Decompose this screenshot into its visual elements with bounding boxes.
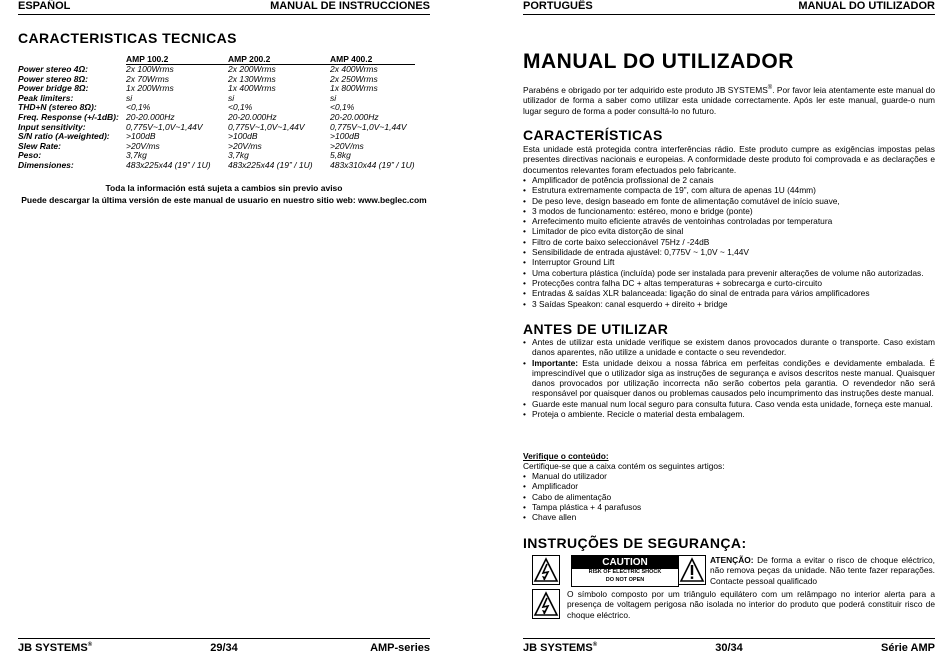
column-header: AMP 100.2 xyxy=(126,55,228,65)
footer-brand: JB SYSTEMS® xyxy=(523,642,598,654)
list-item: • De peso leve, design baseado em fonte de alimentação comutável de início suave, xyxy=(523,196,935,206)
section-title-features: CARACTERÍSTICAS xyxy=(523,127,663,143)
list-item: • Cabo de alimentação xyxy=(523,492,935,502)
notice-line: Toda la información está sujeta a cambios sin previo aviso xyxy=(105,183,343,193)
page-header xyxy=(523,0,935,15)
spec-value: >20V/ms xyxy=(330,140,364,151)
section-title-specs: CARACTERISTICAS TECNICAS xyxy=(18,30,237,46)
spec-value: >100dB xyxy=(126,131,156,142)
spec-value: si xyxy=(330,92,337,103)
spec-value: 0,775V~1,0V~1,44V xyxy=(126,121,203,132)
header-title: MANUAL DO UTILIZADOR xyxy=(798,0,935,12)
list-item: • Estrutura extremamente compacta de 19”, com altura de apenas 1U (44mm) xyxy=(523,185,935,195)
spec-value: 2x 100Wrms xyxy=(126,64,174,74)
spec-value: 483x225x44 (19” / 1U) xyxy=(126,159,211,170)
spec-value: 2x 130Wrms xyxy=(228,73,276,84)
spec-value: 0,775V~1,0V~1,44V xyxy=(330,121,407,132)
spec-value: 20-20.000Hz xyxy=(126,111,175,122)
list-item: • Filtro de corte baixo seleccionável 75Hz / -24dB xyxy=(523,237,935,247)
list-item: • Proteja o ambiente. Recicle o material desta embalagem. xyxy=(523,409,935,419)
section-title-before-use: ANTES DE UTILIZAR xyxy=(523,321,669,337)
spec-value: 1x 800Wrms xyxy=(330,83,378,94)
lightning-warning-icon xyxy=(532,555,560,585)
spec-label: Freq. Response (+/-1dB): xyxy=(18,111,119,122)
footer-page-number: 29/34 xyxy=(210,642,238,654)
footer-series: AMP-series xyxy=(370,642,430,654)
header-language: ESPAÑOL xyxy=(18,0,71,12)
spec-label: Power bridge 8Ω: xyxy=(18,83,89,94)
caution-subtitle: DO NOT OPEN xyxy=(605,576,645,583)
list-item: • Protecções contra falha DC + altas temperaturas + sobrecarga e curto-circuito xyxy=(523,278,935,288)
list-item: • Antes de utilizar esta unidade verifique se existem danos provocados durante o transporte. Caso existam danos aparentes, não utilize a unidade e contacte o seu revendedor. xyxy=(523,337,935,358)
spec-value: >100dB xyxy=(228,131,258,142)
spec-value: 2x 200Wrms xyxy=(228,64,276,74)
check-contents-intro: Certifique-se que a caixa contém os seguintes artigos: xyxy=(523,461,725,471)
list-item: • Limitador de pico evita distorção de sinal xyxy=(523,226,935,236)
spec-value: >100dB xyxy=(330,131,360,142)
spec-value: si xyxy=(228,92,235,103)
spec-label: Dimensiones: xyxy=(18,159,74,170)
right-page xyxy=(523,0,935,654)
caution-title: CAUTION xyxy=(572,556,678,569)
check-contents-list xyxy=(523,471,935,522)
spec-value: 483x225x44 (19” / 1U) xyxy=(228,159,313,170)
specs-row xyxy=(18,161,415,171)
list-item: • 3 Saídas Speakon: canal esquerdo + direito + bridge xyxy=(523,299,935,309)
spec-value: 20-20.000Hz xyxy=(228,111,277,122)
spec-value: <0,1% xyxy=(228,102,253,113)
specs-row xyxy=(18,84,415,94)
spec-value: 5,8kg xyxy=(330,150,351,161)
section-title-safety: INSTRUÇÕES DE SEGURANÇA: xyxy=(523,535,747,551)
page-footer xyxy=(523,638,935,655)
list-item: • 3 modos de funcionamento: estéreo, mono e bridge (ponte) xyxy=(523,206,935,216)
spec-value: 3,7kg xyxy=(126,150,147,161)
exclamation-warning-icon xyxy=(678,555,706,585)
caution-subtitle: RISK OF ELECTRIC SHOCK xyxy=(588,569,662,575)
list-item: • Entradas & saídas XLR balanceada: ligação do sinal de entrada para vários amplificadores xyxy=(523,288,935,298)
list-item: • Amplificador xyxy=(523,481,935,491)
spec-label: Slew Rate: xyxy=(18,140,61,151)
footer-brand: JB SYSTEMS® xyxy=(18,642,93,654)
spec-label: Peak limiters: xyxy=(18,92,74,103)
spec-value: <0,1% xyxy=(330,102,355,113)
footer-page-number: 30/34 xyxy=(715,642,743,654)
header-language: PORTUGUÊS xyxy=(523,0,593,12)
spec-value: 1x 400Wrms xyxy=(228,83,276,94)
notice xyxy=(18,182,430,206)
spec-value: 2x 250Wrms xyxy=(330,73,378,84)
column-header: AMP 200.2 xyxy=(228,55,330,65)
spec-label: Input sensitivity: xyxy=(18,121,86,132)
list-item: • Sensibilidade de entrada ajustável: 0,775V ~ 1,0V ~ 1,44V xyxy=(523,247,935,257)
spec-label: Peso: xyxy=(18,150,42,161)
list-item: • Amplificador de potência profissional de 2 canais xyxy=(523,175,935,185)
spec-value: 2x 70Wrms xyxy=(126,73,169,84)
spec-value: >20V/ms xyxy=(228,140,262,151)
list-item: • Chave allen xyxy=(523,512,935,522)
spec-label: S/N ratio (A-weighted): xyxy=(18,131,110,142)
check-contents-title: Verifique o conteúdo: xyxy=(523,451,609,461)
spec-value: <0,1% xyxy=(126,102,151,113)
spec-value: 483x310x44 (19” / 1U) xyxy=(330,159,415,170)
list-item: • Tampa plástica + 4 parafusos xyxy=(523,502,935,512)
spec-label: Power stereo 8Ω: xyxy=(18,73,88,84)
lightning-warning-icon xyxy=(532,589,560,619)
intro-paragraph: Parabéns e obrigado por ter adquirido este produto JB SYSTEMS®. Por favor leia atentamente este manual do utilizador de forma a saber como utilizar esta unidade correctamente. Após ler este manual, guarde-o num lugar seguro de forma a poder consultá-lo no futuro. xyxy=(523,85,935,116)
features-list xyxy=(523,175,935,309)
column-header: AMP 400.2 xyxy=(330,55,415,65)
list-item: • Guarde este manual num local seguro para consulta futura. Caso venda esta unidade, forneça este manual. xyxy=(523,399,935,409)
page-title: MANUAL DO UTILIZADOR xyxy=(523,50,794,73)
specs-table xyxy=(18,55,415,171)
spec-value: si xyxy=(126,92,133,103)
spec-value: 1x 200Wrms xyxy=(126,83,174,94)
spec-label: THD+N (stereo 8Ω): xyxy=(18,102,97,113)
list-item: • Manual do utilizador xyxy=(523,471,935,481)
caution-label xyxy=(571,555,679,587)
spec-value: 0,775V~1,0V~1,44V xyxy=(228,121,305,132)
specs-row xyxy=(18,142,415,152)
spec-value: >20V/ms xyxy=(126,140,160,151)
list-item: • Interruptor Ground Lift xyxy=(523,257,935,267)
list-item: • Uma cobertura plástica (incluída) pode ser instalada para prevenir alterações de volume não autorizadas. xyxy=(523,268,935,278)
page-header xyxy=(18,0,430,15)
list-item: • Arrefecimento muito eficiente através de ventoinhas controladas por temperatura xyxy=(523,216,935,226)
spec-label: Power stereo 4Ω: xyxy=(18,63,88,74)
features-intro: Esta unidade está protegida contra interferências rádio. Este produto cumpre as exigências impostas pelas presentes directivas nacionais e europeias. A conformidade deste produto foi comprovada e as declarações e documentos relevantes foram efectuados pelo fabricante. xyxy=(523,144,935,175)
footer-series: Série AMP xyxy=(880,642,935,654)
before-use-list xyxy=(523,337,935,419)
list-item: • Importante: Esta unidade deixou a nossa fábrica em perfeitas condições e devidamente embalada. É imprescindível que o utilizador siga as instruções de segurança e avisos descritos neste manual. Quaisquer danos provocados por utilização incorrecta não serão cobertos pela garantia. O revendedor não será responsável por quaisquer danos ou problemas causados pelo incumprimento das instruções deste manual. xyxy=(523,358,935,399)
left-page xyxy=(18,0,430,654)
spec-value: 20-20.000Hz xyxy=(330,111,379,122)
attention-text: ATENÇÃO: De forma a evitar o risco de choque eléctrico, não remova peças da unidade. Não tente fazer reparações. Contacte pessoal qualificado xyxy=(710,555,935,586)
lightning-symbol-explanation: O símbolo composto por um triângulo equilátero com um relâmpago no interior alerta para a presença de voltagem perigosa não isolada no interior do produto que poderá constituir risco de choque eléctrico. xyxy=(567,589,935,620)
page-footer xyxy=(18,638,430,655)
notice-line: Puede descargar la última versión de este manual de usuario en nuestro sitio web: www.beglec.com xyxy=(21,195,427,205)
header-title: MANUAL DE INSTRUCCIONES xyxy=(270,0,430,12)
spec-value: 2x 400Wrms xyxy=(330,64,378,74)
spec-value: 3,7kg xyxy=(228,150,249,161)
